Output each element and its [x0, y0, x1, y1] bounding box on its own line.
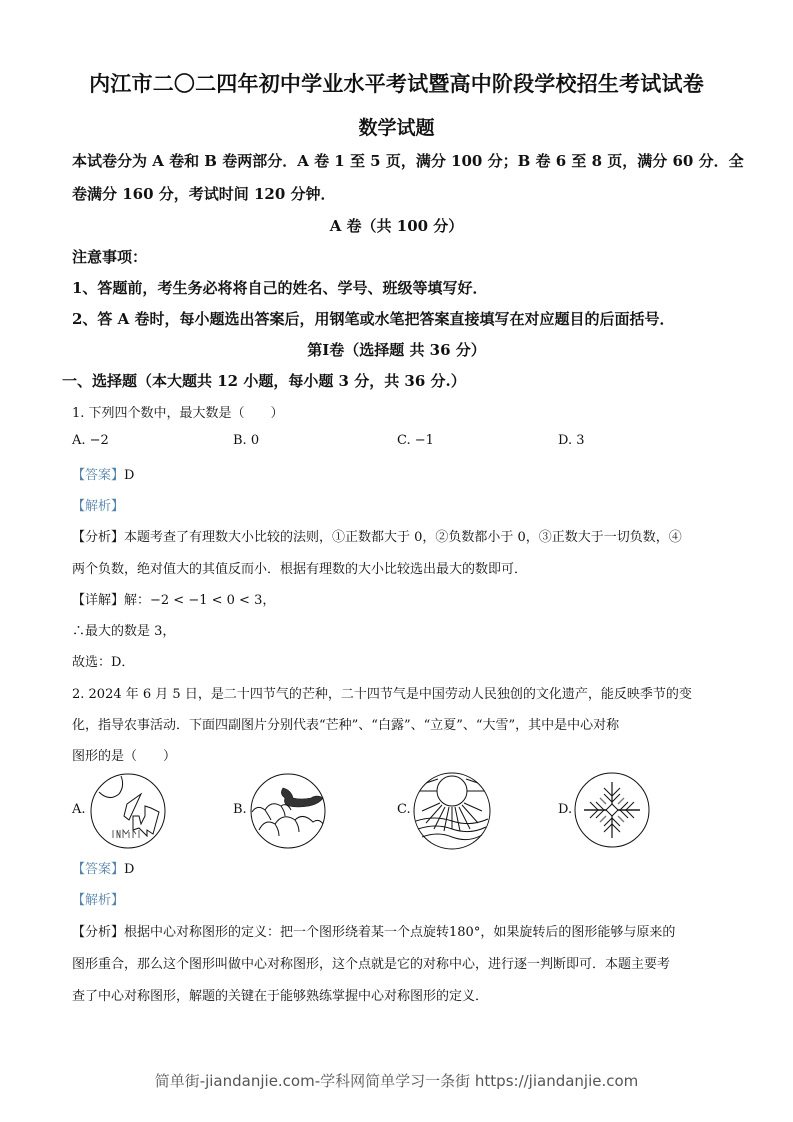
q1-analysis-line-2: 两个负数，绝对值大的其值反而小．根据有理数的大小比较选出最大的数即可．	[72, 562, 528, 577]
answer-value: D	[124, 468, 135, 483]
answer-tag: 【答案】	[72, 862, 125, 877]
q2-stem-line-2: 化，指导农事活动．下面四副图片分别代表“芒种”、“白露”、“立夏”、“大雪”，其中是中心对称	[72, 718, 620, 733]
q1-option-a: A. −2	[72, 433, 109, 448]
q1-stem: 1. 下列四个数中，最大数是（ ）	[72, 406, 284, 421]
q2-stem-line-3: 图形的是（ ）	[72, 749, 177, 764]
mcq-heading: 一、选择题（本大题共 12 小题，每小题 3 分，共 36 分.）	[62, 372, 466, 390]
exam-subtitle: 数学试题	[358, 117, 435, 139]
mangzhong-figure-icon	[89, 772, 167, 850]
daxue-snowflake-icon	[574, 772, 650, 848]
answer-value: D	[124, 862, 135, 877]
lixia-figure-icon	[412, 771, 492, 851]
q1-answer	[72, 464, 134, 483]
intro-line-1: 本试卷分为 A 卷和 B 卷两部分．A 卷 1 至 5 页，满分 100 分；B 卷 6 至 8 页，满分 60 分．全	[72, 152, 744, 170]
q2-stem-line-1: 2. 2024 年 6 月 5 日，是二十四节气的芒种，二十四节气是中国劳动人民独创的文化遗产，能反映季节的变	[72, 687, 692, 702]
part1-heading: 第Ⅰ卷（选择题 共 36 分）	[307, 341, 486, 359]
q1-analysis-line-1: 【分析】本题考查了有理数大小比较的法则，①正数都大于 0，②负数都小于 0，③正数大于一切负数，④	[72, 530, 682, 545]
note-1: 1、答题前，考生务必将将自己的姓名、学号、班级等填写好．	[72, 279, 488, 297]
q2-analysis-tag: 【解析】	[72, 893, 125, 908]
q2-option-c-label: C.	[397, 802, 411, 817]
exam-title: 内江市二〇二四年初中学业水平考试暨高中阶段学校招生考试试卷	[89, 71, 704, 96]
q1-analysis-line-5: 故选：D．	[72, 655, 135, 670]
q1-analysis-line-4: ∴最大的数是 3，	[72, 624, 176, 639]
q1-option-b: B. 0	[233, 433, 260, 448]
notes-title: 注意事项：	[72, 248, 148, 266]
q2-analysis-line-2: 图形重合，那么这个图形叫做中心对称图形，这个点就是它的对称中心，进行逐一判断即可．本题主要考	[72, 957, 671, 972]
bailu-figure-icon	[249, 772, 327, 850]
intro-line-2: 卷满分 160 分，考试时间 120 分钟．	[72, 185, 336, 203]
q2-analysis-line-1: 【分析】根据中心对称图形的定义：把一个图形绕着某一个点旋转180°，如果旋转后的图形能够与原来的	[72, 925, 676, 940]
q2-option-b-label: B.	[233, 802, 247, 817]
q1-analysis-tag: 【解析】	[72, 499, 125, 514]
q2-option-d-label: D.	[558, 802, 573, 817]
answer-tag: 【答案】	[72, 468, 125, 483]
q2-analysis-line-3: 查了中心对称图形，解题的关键在于能够熟练掌握中心对称图形的定义．	[72, 989, 489, 1004]
section-a-heading: A 卷（共 100 分）	[329, 217, 464, 235]
note-2: 2、答 A 卷时，每小题选出答案后，用钢笔或水笔把答案直接填写在对应题目的后面括号．	[72, 310, 675, 328]
q2-option-a-label: A.	[72, 802, 86, 817]
q1-analysis-line-3: 【详解】解：−2 < −1 < 0 < 3，	[72, 593, 276, 608]
q1-option-c: C. −1	[397, 433, 434, 448]
q1-option-d: D. 3	[558, 433, 585, 448]
q2-answer	[72, 858, 134, 877]
footer-watermark: 简单街-jiandanjie.com-学科网简单学习一条街 https://jiandanjie.com	[154, 1072, 639, 1090]
